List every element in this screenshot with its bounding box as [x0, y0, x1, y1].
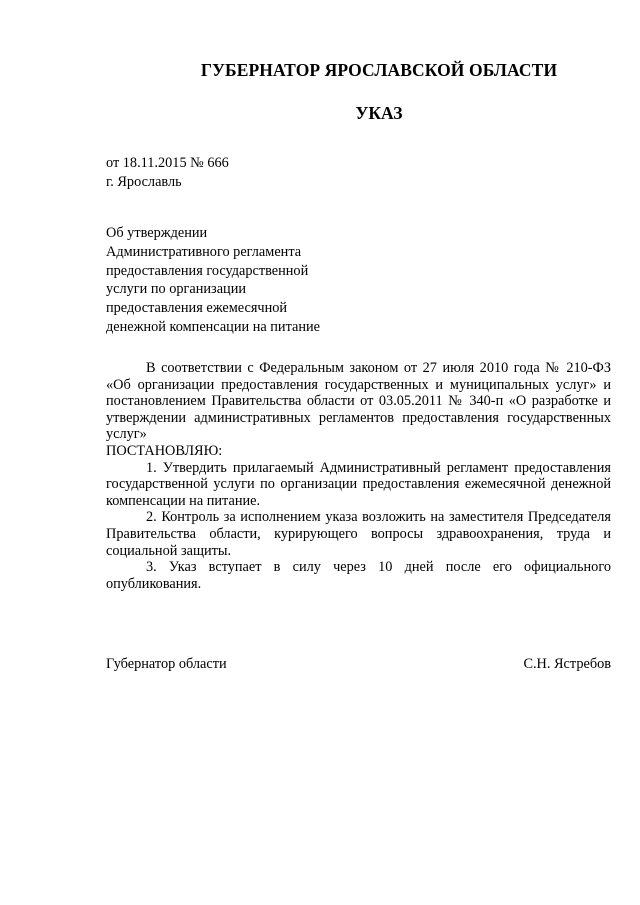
decree-item-2: 2. Контроль за исполнением указа возложить на заместителя Председателя Правительства области, курирующего вопросы здравоохранения, труда и социальной защиты. — [106, 509, 611, 559]
document-type: УКАЗ — [355, 103, 403, 123]
decree-item-1: 1. Утвердить прилагаемый Административный регламент предоставления государственной услуги по организации предоставления ежемесячной денежной компенсации на питание. — [106, 459, 611, 509]
subject-line: Административного регламента — [106, 243, 302, 260]
document-city: г. Ярославль — [106, 174, 182, 190]
decree-item-3: 3. Указ вступает в силу через 10 дней после его официального опубликования. — [106, 559, 611, 592]
document-subject — [106, 224, 320, 337]
document-body — [106, 360, 611, 592]
subject-line: денежной компенсации на питание — [106, 318, 320, 335]
subject-line: предоставления ежемесячной — [106, 300, 288, 317]
subject-line: услуги по организации — [106, 281, 246, 298]
subject-line: предоставления государственной — [106, 262, 309, 279]
signatory-role: Губернатор области — [106, 656, 227, 672]
subject-line: Об утверждении — [106, 225, 208, 241]
signatory-name: С.Н. Ястребов — [523, 656, 611, 672]
document-date-number: от 18.11.2015 № 666 — [106, 155, 229, 171]
preamble-paragraph: В соответствии с Федеральным законом от 27 июля 2010 года № 210-ФЗ «Об организации предоставления государственных и муниципальных услуг» и постановлением Правительства области от 03.05.2011 № 340-п «О разработке и утверждении административных регламентов предоставления государственных услуг» — [106, 360, 611, 443]
document-issuer-title: ГУБЕРНАТОР ЯРОСЛАВСКОЙ ОБЛАСТИ — [200, 60, 558, 80]
decree-word: ПОСТАНОВЛЯЮ: — [106, 442, 223, 459]
